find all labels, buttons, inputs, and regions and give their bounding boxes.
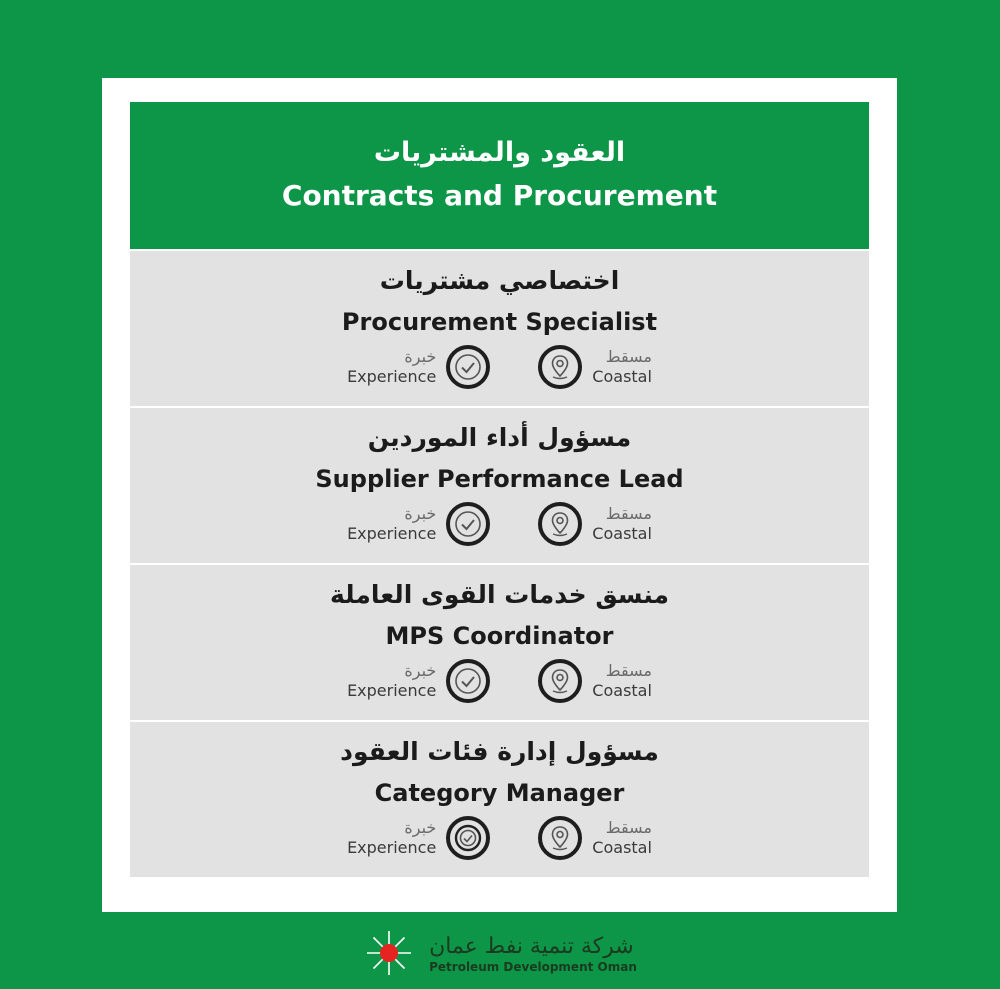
job-title-english: Supplier Performance Lead — [315, 465, 684, 493]
job-card[interactable] — [130, 406, 869, 563]
job-title-english: MPS Coordinator — [385, 622, 614, 650]
company-name-english: Petroleum Development Oman — [429, 960, 637, 974]
map-pin-icon — [538, 502, 582, 546]
experience-label-arabic: خبرة — [404, 661, 437, 680]
pdo-logo-icon — [363, 929, 415, 981]
section-header — [130, 102, 869, 249]
job-meta — [347, 345, 652, 389]
job-listing-frame — [102, 78, 897, 912]
job-title-english: Procurement Specialist — [341, 308, 658, 336]
location-label-english: Coastal — [592, 524, 652, 543]
location-info — [538, 816, 652, 860]
job-card[interactable] — [130, 563, 869, 720]
location-label-arabic: مسقط — [605, 818, 652, 837]
experience-label-english: Experience — [347, 367, 437, 386]
job-title-arabic: منسق خدمات القوى العاملة — [329, 580, 670, 609]
experience-label-arabic: خبرة — [404, 347, 437, 366]
experience-info — [347, 816, 490, 860]
location-info — [538, 345, 652, 389]
experience-label-arabic: خبرة — [404, 504, 437, 523]
experience-label-english: Experience — [347, 524, 437, 543]
location-label-english: Coastal — [592, 367, 652, 386]
job-title-arabic: مسؤول إدارة فئات العقود — [340, 737, 659, 766]
experience-info — [347, 345, 490, 389]
section-title-arabic: العقود والمشتريات — [373, 136, 626, 168]
check-circle-icon — [446, 816, 490, 860]
location-label-arabic: مسقط — [605, 504, 652, 523]
experience-info — [347, 502, 490, 546]
job-listing-panel — [130, 102, 869, 877]
job-card[interactable] — [130, 720, 869, 877]
experience-info — [347, 659, 490, 703]
company-name-arabic: شركة تنمية نفط عمان — [429, 934, 634, 959]
job-card[interactable] — [130, 249, 869, 406]
job-meta — [347, 502, 652, 546]
job-meta — [347, 816, 652, 860]
section-title-english: Contracts and Procurement — [281, 178, 718, 212]
check-circle-icon — [446, 502, 490, 546]
map-pin-icon — [538, 345, 582, 389]
location-label-english: Coastal — [592, 681, 652, 700]
check-circle-icon — [446, 345, 490, 389]
location-info — [538, 659, 652, 703]
check-circle-icon — [446, 659, 490, 703]
experience-label-arabic: خبرة — [404, 818, 437, 837]
experience-label-english: Experience — [347, 681, 437, 700]
job-title-english: Category Manager — [374, 779, 625, 807]
location-info — [538, 502, 652, 546]
map-pin-icon — [538, 816, 582, 860]
location-label-english: Coastal — [592, 838, 652, 857]
experience-label-english: Experience — [347, 838, 437, 857]
job-title-arabic: مسؤول أداء الموردين — [367, 423, 632, 452]
job-meta — [347, 659, 652, 703]
company-footer — [0, 930, 1000, 980]
location-label-arabic: مسقط — [605, 661, 652, 680]
map-pin-icon — [538, 659, 582, 703]
location-label-arabic: مسقط — [605, 347, 652, 366]
company-name — [429, 935, 637, 975]
job-title-arabic: اختصاصي مشتريات — [379, 266, 620, 295]
